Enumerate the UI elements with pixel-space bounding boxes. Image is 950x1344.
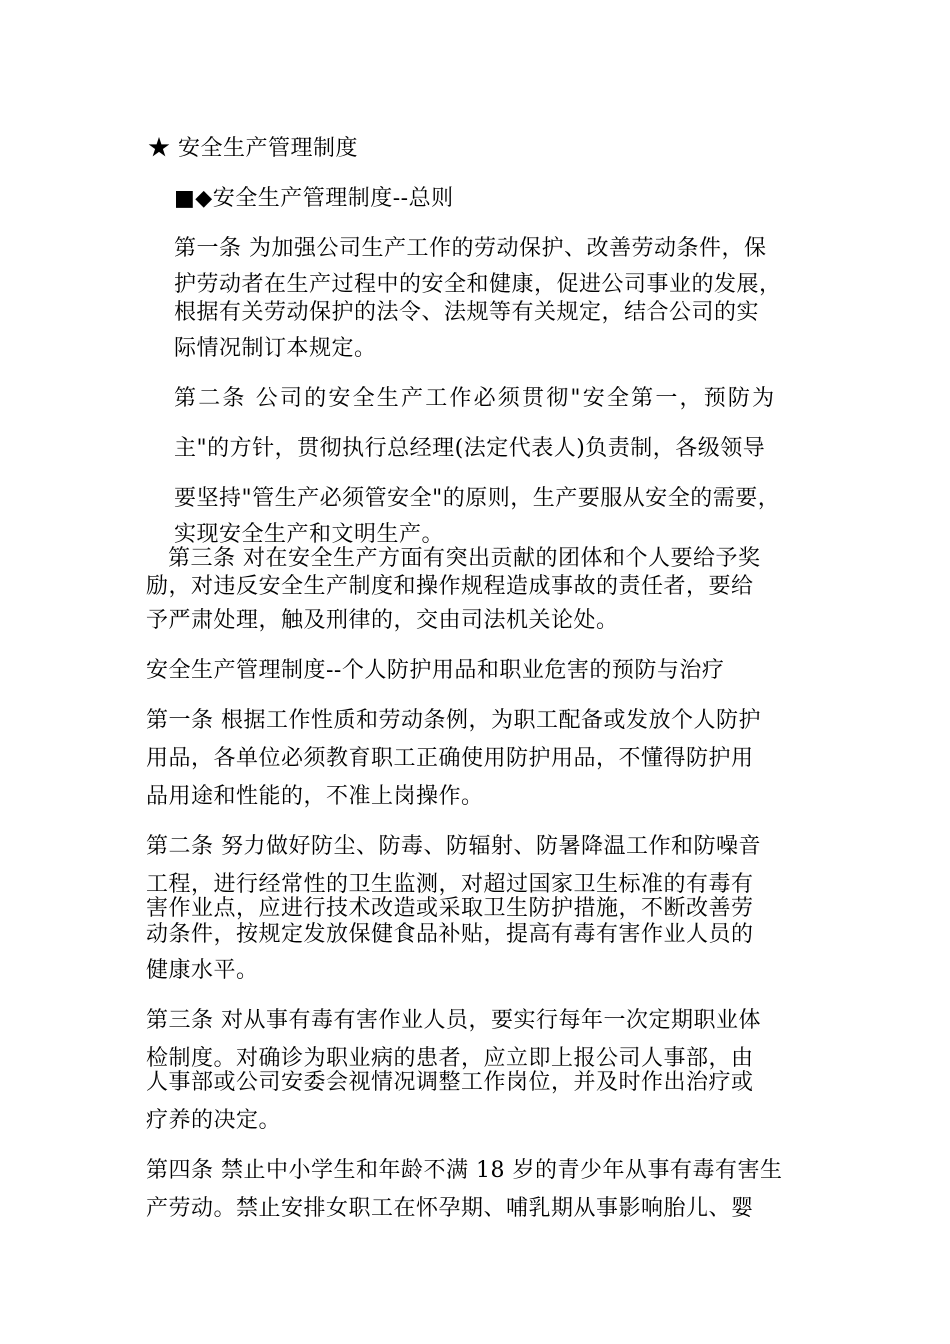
paragraph-line: 检制度。对确诊为职业病的患者，应立即上报公司人事部，由 <box>146 1046 754 1071</box>
paragraph-line: 健康水平。 <box>146 958 259 983</box>
section-title: 安全生产管理制度--个人防护用品和职业危害的预防与治疗 <box>146 658 725 683</box>
paragraph-line: 励，对违反安全生产制度和操作规程造成事故的责任者，要给 <box>146 574 754 599</box>
paragraph-line: 品用途和性能的，不准上岗操作。 <box>146 784 484 809</box>
paragraph-line: 要坚持"管生产必须管安全"的原则，生产要服从安全的需要， <box>174 486 781 511</box>
paragraph-line: 害作业点，应进行技术改造或采取卫生防护措施，不断改善劳 <box>146 896 754 921</box>
paragraph-line: 人事部或公司安委会视情况调整工作岗位，并及时作出治疗或 <box>146 1070 754 1095</box>
paragraph-line: 际情况制订本规定。 <box>174 336 377 361</box>
paragraph-line: 护劳动者在生产过程中的安全和健康，促进公司事业的发展， <box>174 272 782 297</box>
paragraph-line: 用品，各单位必须教育职工正确使用防护用品，不懂得防护用 <box>146 746 754 771</box>
main-heading: ★ 安全生产管理制度 <box>148 136 358 161</box>
paragraph-line: 第二条 公司的安全生产工作必须贯彻"安全第一，预防为 <box>174 386 777 411</box>
paragraph-line: 主"的方针，贯彻执行总经理(法定代表人)负责制，各级领导 <box>174 436 766 461</box>
paragraph-line: 实现安全生产和文明生产。 <box>174 522 445 547</box>
paragraph-line: 动条件，按规定发放保健食品补贴，提高有毒有害作业人员的 <box>146 922 754 947</box>
paragraph-line: 予严肃处理，触及刑律的，交由司法机关论处。 <box>146 608 619 633</box>
paragraph-line: 疗养的决定。 <box>146 1108 282 1133</box>
paragraph-line: 第一条 根据工作性质和劳动条例，为职工配备或发放个人防护 <box>146 708 761 733</box>
paragraph-line: 第三条 对从事有毒有害作业人员，要实行每年一次定期职业体 <box>146 1008 761 1033</box>
paragraph-line: 根据有关劳动保护的法令、法规等有关规定，结合公司的实 <box>174 300 760 325</box>
paragraph-line: 第一条 为加强公司生产工作的劳动保护、改善劳动条件，保 <box>174 236 767 261</box>
paragraph-line: 第二条 努力做好防尘、防毒、防辐射、防暑降温工作和防噪音 <box>146 834 761 859</box>
paragraph-line: 工程，进行经常性的卫生监测，对超过国家卫生标准的有毒有 <box>146 872 754 897</box>
sub-heading: ■◆安全生产管理制度--总则 <box>174 186 454 211</box>
paragraph-line: 产劳动。禁止安排女职工在怀孕期、哺乳期从事影响胎儿、婴 <box>146 1196 754 1221</box>
paragraph-line: 第四条 禁止中小学生和年龄不满 18 岁的青少年从事有毒有害生 <box>146 1158 783 1183</box>
paragraph-line: 第三条 对在安全生产方面有突出贡献的团体和个人要给予奖 <box>168 546 761 571</box>
